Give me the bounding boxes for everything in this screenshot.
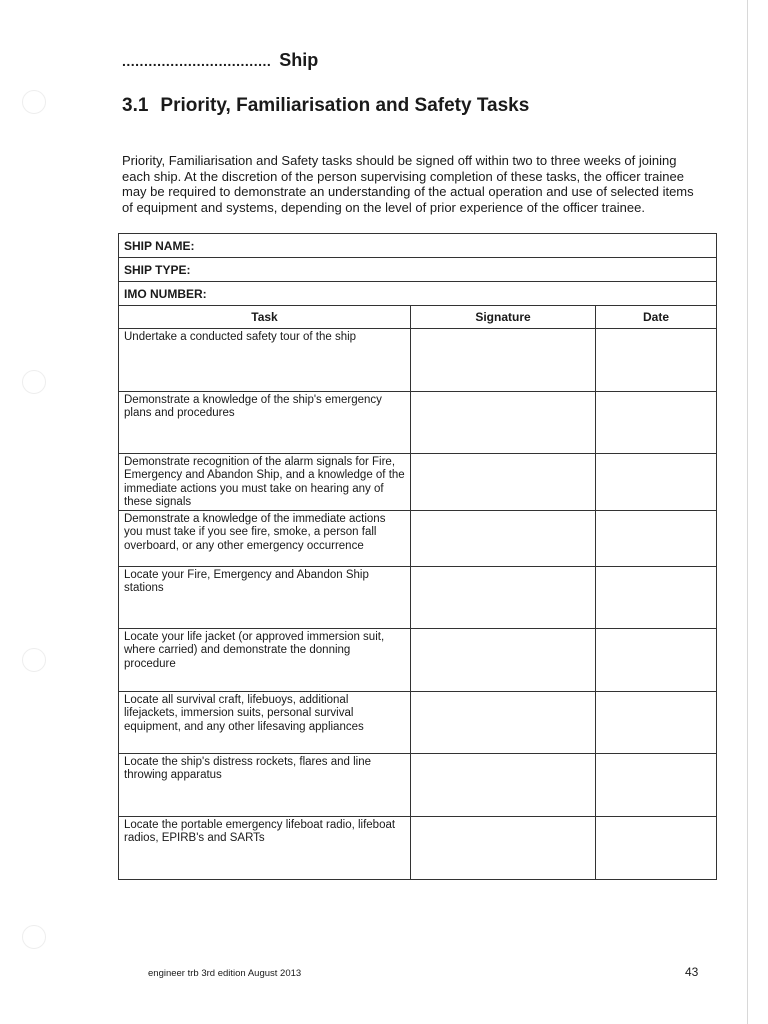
date-cell[interactable] — [596, 329, 717, 392]
ship-header — [122, 50, 318, 71]
section-title — [122, 95, 529, 117]
signature-cell[interactable] — [411, 392, 596, 454]
section-number: 3.1 — [122, 95, 149, 116]
punch-hole-bottom — [22, 925, 46, 949]
signature-cell[interactable] — [411, 567, 596, 629]
task-cell: Demonstrate recognition of the alarm signals for Fire, Emergency and Abandon Ship, and a knowledge of the immediate actions you must take on hearing any of these signals — [119, 454, 411, 511]
imo-number-field[interactable]: IMO NUMBER: — [119, 282, 717, 306]
table-row — [119, 629, 717, 692]
date-cell[interactable] — [596, 817, 717, 880]
task-cell: Locate your Fire, Emergency and Abandon Ship stations — [119, 567, 411, 629]
punch-hole-upper — [22, 370, 46, 394]
task-cell: Undertake a conducted safety tour of the ship — [119, 329, 411, 392]
table-row — [119, 754, 717, 817]
ship-type-row — [119, 258, 717, 282]
footer-edition: engineer trb 3rd edition August 2013 — [148, 968, 302, 979]
signature-cell[interactable] — [411, 754, 596, 817]
table-row — [119, 692, 717, 754]
page-edge — [747, 0, 748, 1024]
table-header-row — [119, 306, 717, 329]
punch-hole-top — [22, 90, 46, 114]
ship-name-field[interactable]: SHIP NAME: — [119, 234, 717, 258]
task-cell: Locate all survival craft, lifebuoys, additional lifejackets, immersion suits, personal survival equipment, and any other lifesaving appliances — [119, 692, 411, 754]
signature-cell[interactable] — [411, 454, 596, 511]
signature-cell[interactable] — [411, 629, 596, 692]
date-cell[interactable] — [596, 392, 717, 454]
signature-cell[interactable] — [411, 692, 596, 754]
date-cell[interactable] — [596, 454, 717, 511]
page-number: 43 — [685, 965, 699, 979]
signature-cell[interactable] — [411, 817, 596, 880]
task-cell: Locate the portable emergency lifeboat radio, lifeboat radios, EPIRB's and SARTs — [119, 817, 411, 880]
task-cell: Demonstrate a knowledge of the immediate actions you must take if you see fire, smoke, a person fall overboard, or any other emergency occurrence — [119, 511, 411, 567]
signature-column-header: Signature — [411, 306, 596, 329]
punch-hole-lower — [22, 648, 46, 672]
signature-cell[interactable] — [411, 329, 596, 392]
ship-name-row — [119, 234, 717, 258]
date-cell[interactable] — [596, 629, 717, 692]
table-row — [119, 511, 717, 567]
imo-number-row — [119, 282, 717, 306]
date-cell[interactable] — [596, 692, 717, 754]
date-cell[interactable] — [596, 754, 717, 817]
ship-name-dots: .................................. — [122, 53, 272, 69]
table-row — [119, 392, 717, 454]
ship-type-field[interactable]: SHIP TYPE: — [119, 258, 717, 282]
table-row — [119, 817, 717, 880]
signature-cell[interactable] — [411, 511, 596, 567]
task-cell: Locate the ship's distress rockets, flares and line throwing apparatus — [119, 754, 411, 817]
ship-label: Ship — [279, 50, 319, 70]
table-row — [119, 567, 717, 629]
table-row — [119, 329, 717, 392]
date-cell[interactable] — [596, 567, 717, 629]
intro-paragraph: Priority, Familiarisation and Safety tasks should be signed off within two to three weeks of joining each ship. At the discretion of the person supervising completion of these tasks, the officer trainee may be required to demonstrate an understanding of the actual operation and use of selected items of equipment and systems, depending on the level of prior experience of the officer trainee. — [122, 153, 694, 215]
section-heading: Priority, Familiarisation and Safety Tasks — [160, 95, 530, 116]
date-cell[interactable] — [596, 511, 717, 567]
task-cell: Locate your life jacket (or approved immersion suit, where carried) and demonstrate the donning procedure — [119, 629, 411, 692]
task-column-header: Task — [119, 306, 411, 329]
task-cell: Demonstrate a knowledge of the ship's emergency plans and procedures — [119, 392, 411, 454]
task-signoff-table — [118, 233, 717, 880]
date-column-header: Date — [596, 306, 717, 329]
table-row — [119, 454, 717, 511]
